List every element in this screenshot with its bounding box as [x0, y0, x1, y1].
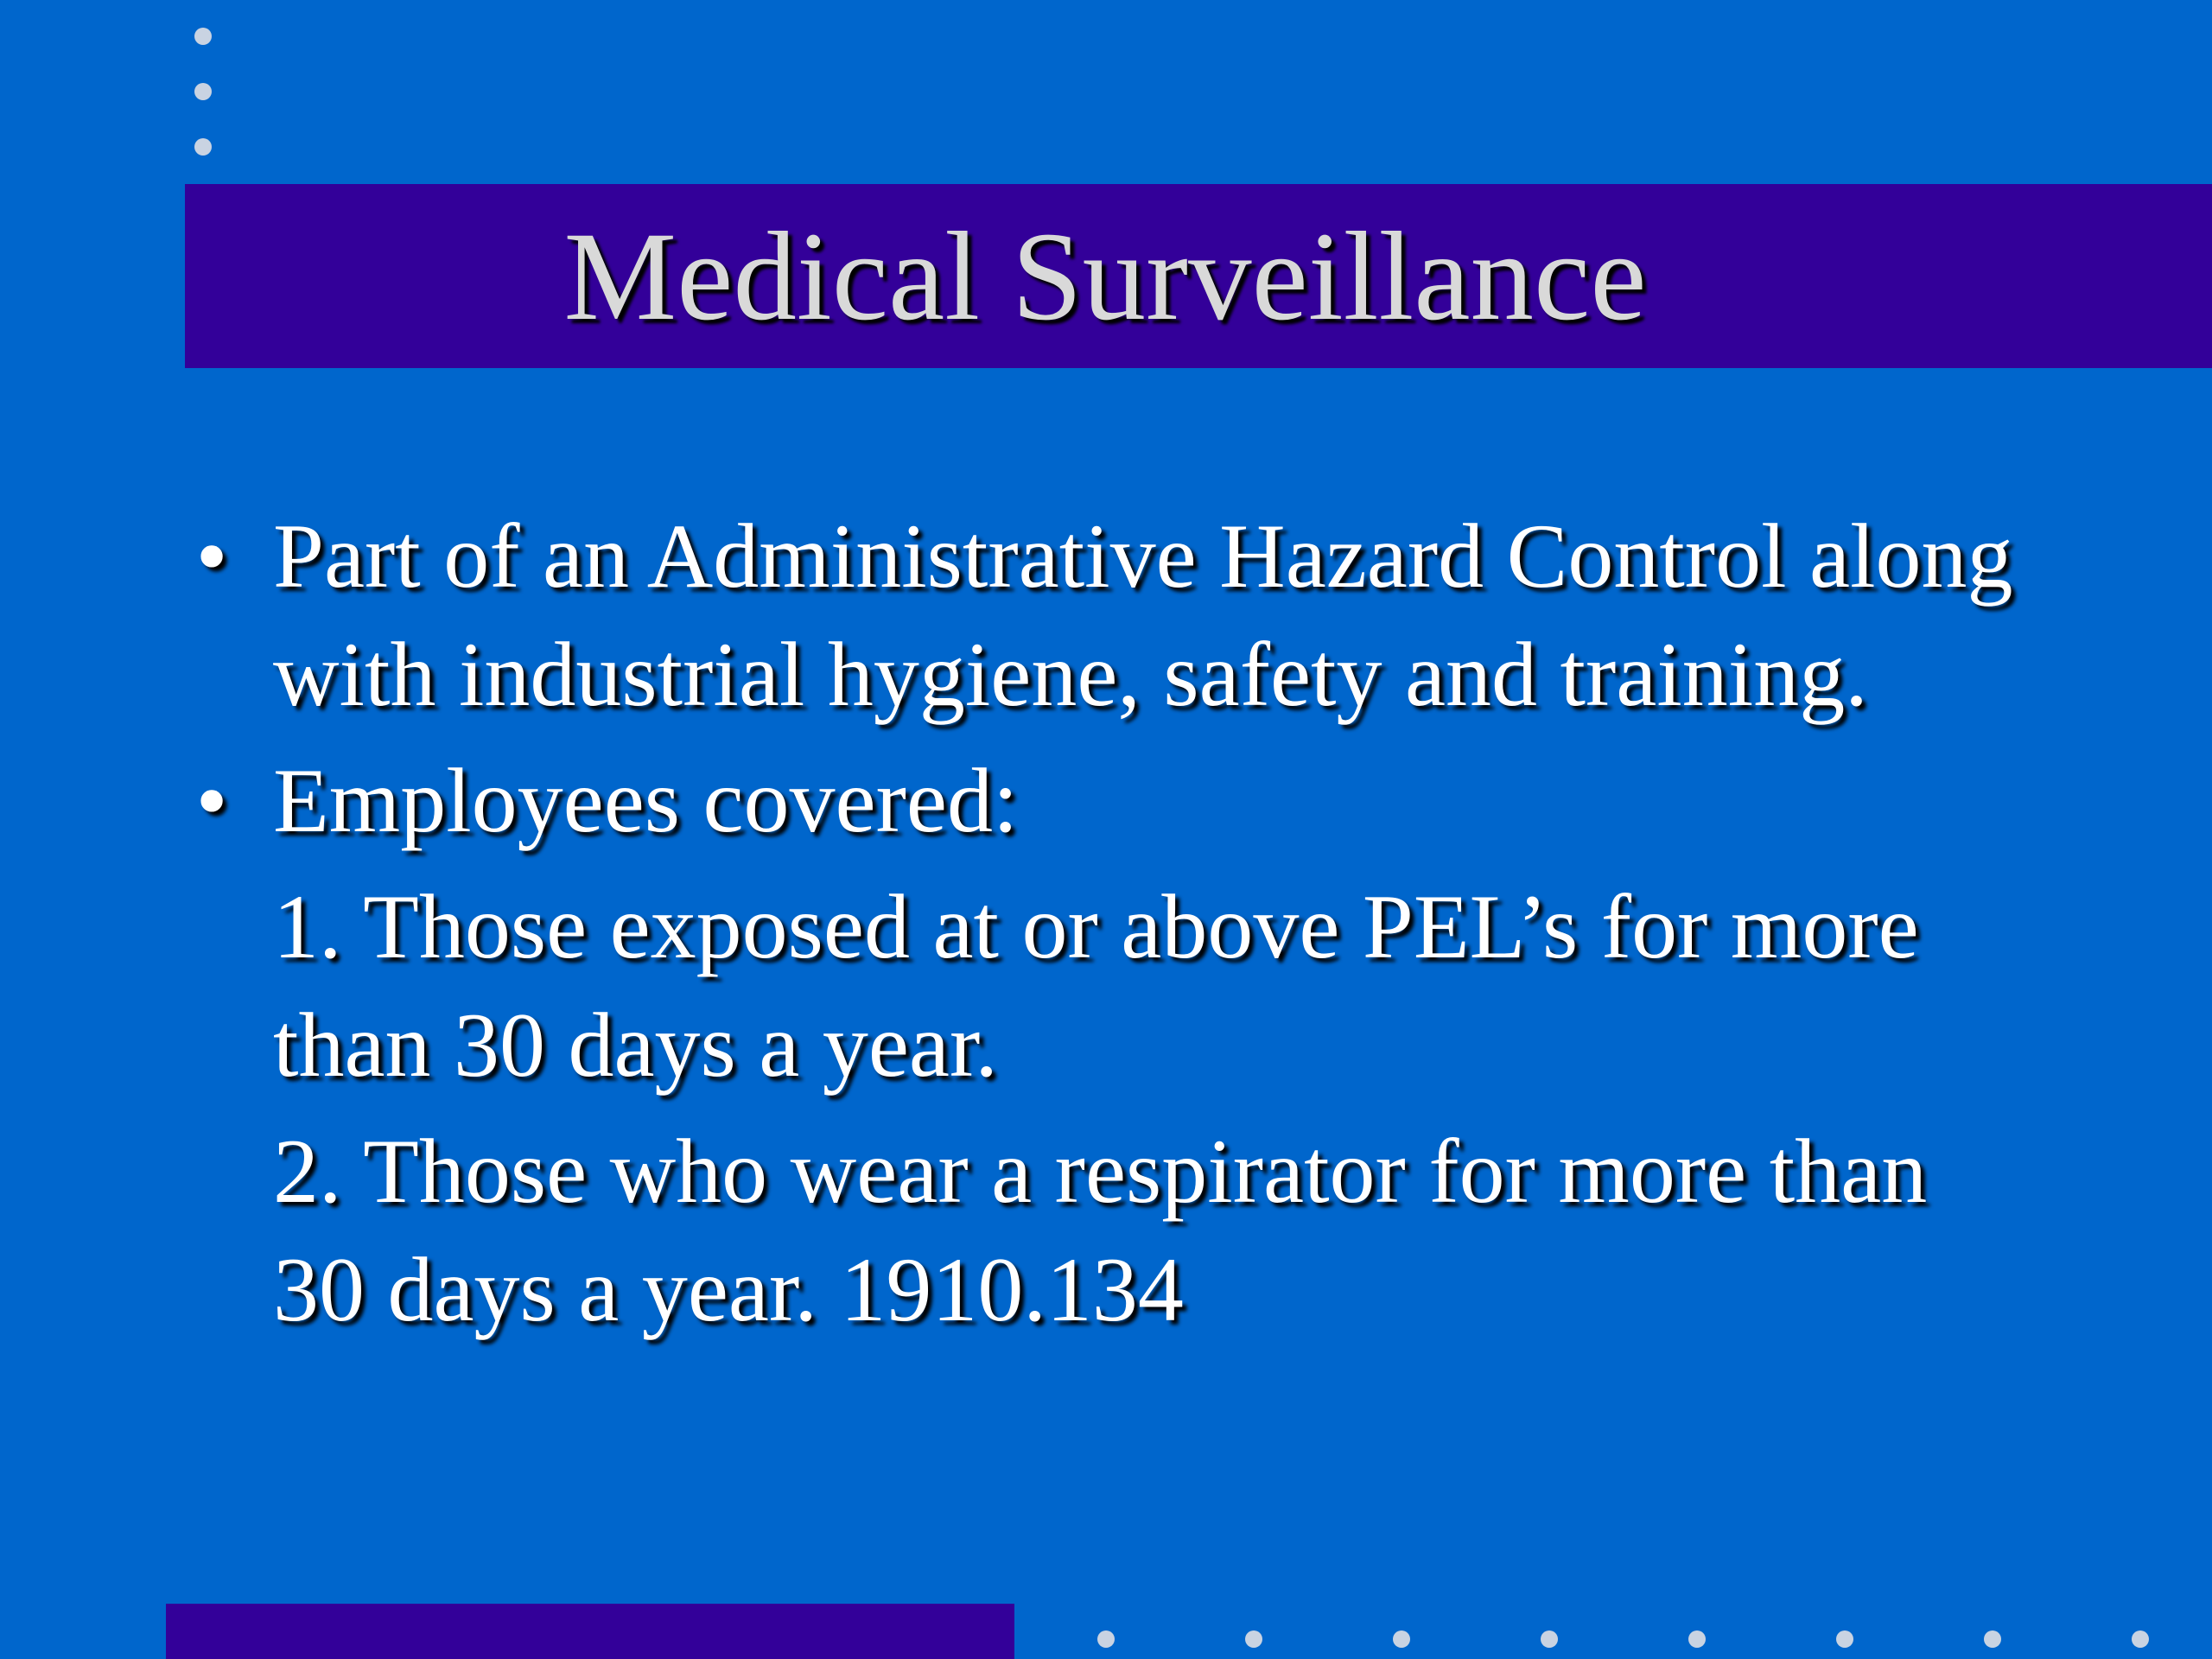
bullet-marker: •: [195, 505, 228, 607]
footer-bar: [166, 1604, 1014, 1659]
bullet-text: Part of an Administrative Hazard Control along with industrial hygiene, safety and training.: [273, 505, 2013, 725]
decorative-dot: [194, 138, 212, 156]
numbered-item: 1. Those exposed at or above PEL’s for more than 30 days a year.: [273, 876, 1919, 1096]
decorative-dot: [194, 83, 212, 100]
decorative-dot: [1097, 1630, 1115, 1648]
slide-body: [181, 497, 2031, 1357]
decorative-dot: [194, 28, 212, 45]
decorative-dot: [1836, 1630, 1853, 1648]
decorative-dot: [1245, 1630, 1262, 1648]
decorative-dot: [2132, 1630, 2149, 1648]
decorative-dot: [1688, 1630, 1706, 1648]
decorative-dot: [1984, 1630, 2001, 1648]
bullet-item: [181, 497, 2031, 734]
bullet-item: [181, 741, 2031, 860]
numbered-item: 2. Those who wear a respirator for more than 30 days a year. 1910.134: [273, 1121, 1928, 1340]
bullet-text: Employees covered:: [273, 750, 1019, 851]
bullet-marker: •: [195, 750, 228, 851]
decorative-dot: [1541, 1630, 1558, 1648]
slide-title: Medical Surveillance: [563, 206, 1647, 346]
decorative-dot: [1393, 1630, 1410, 1648]
